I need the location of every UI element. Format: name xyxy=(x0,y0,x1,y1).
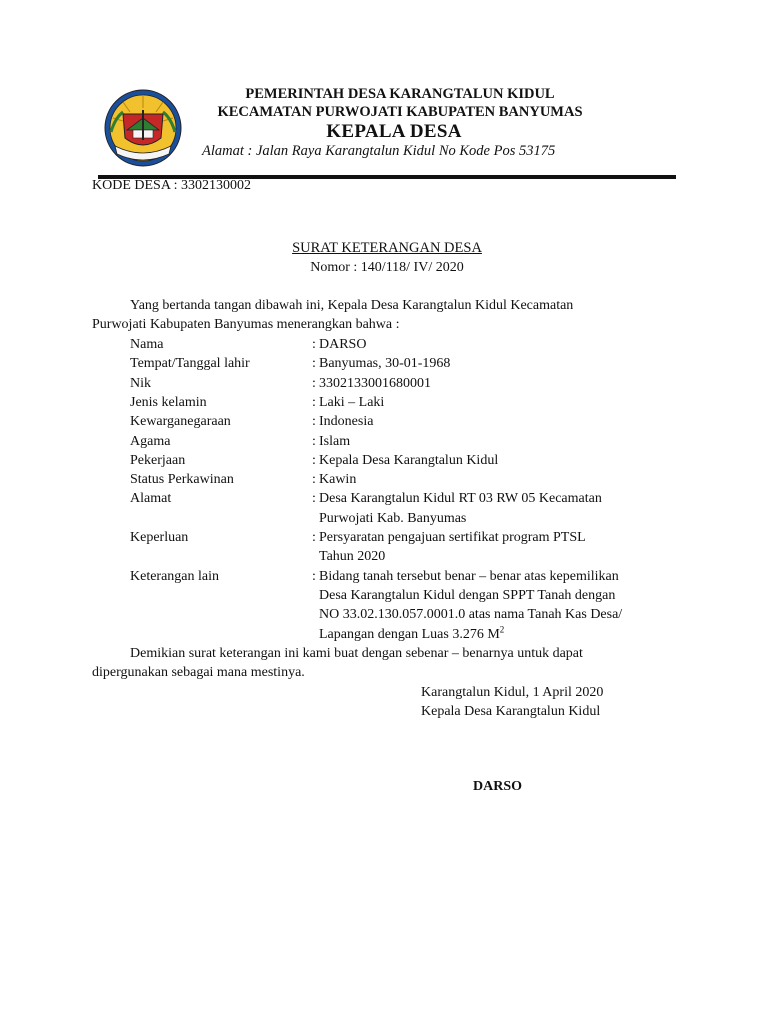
letterhead-office-title: KEPALA DESA xyxy=(326,121,462,142)
field-colon: : xyxy=(312,356,316,372)
field-colon: : xyxy=(312,472,316,488)
letterhead-district-line: KECAMATAN PURWOJATI KABUPATEN BANYUMAS xyxy=(217,104,583,120)
field-value: Tahun 2020 xyxy=(319,549,386,565)
field-label: Keterangan lain xyxy=(130,568,220,584)
field-value: Kawin xyxy=(319,472,357,488)
field-label: Tempat/Tanggal lahir xyxy=(130,356,250,372)
field-colon: : xyxy=(312,530,316,545)
village-code: KODE DESA : 3302130002 xyxy=(92,178,252,193)
closing-line-2: dipergunakan sebagai mana mestinya. xyxy=(92,665,305,680)
field-label: Kewarganegaraan xyxy=(130,414,231,430)
intro-line-1: Yang bertanda tangan dibawah ini, Kepala Desa Karangtalun Kidul Kecamatan xyxy=(130,298,574,313)
field-value: Indonesia xyxy=(319,414,374,430)
letter-title: SURAT KETERANGAN DESA xyxy=(292,240,482,256)
field-value: Persyaratan pengajuan sertifikat program PTSL xyxy=(319,530,586,545)
signature-place-date: Karangtalun Kidul, 1 April 2020 xyxy=(421,685,604,700)
field-value: Kepala Desa Karangtalun Kidul xyxy=(319,452,499,468)
field-colon: : xyxy=(312,375,316,391)
intro-line-2: Purwojati Kabupaten Banyumas menerangkan bahwa : xyxy=(92,317,400,332)
letterhead-government-line: PEMERINTAH DESA KARANGTALUN KIDUL xyxy=(245,86,555,102)
closing-line-1: Demikian surat keterangan ini kami buat dengan sebenar – benarnya untuk dapat xyxy=(130,646,583,661)
field-value: DARSO xyxy=(319,337,367,352)
field-value: Lapangan dengan Luas 3.276 $M^2$ xyxy=(319,623,505,642)
field-colon: : xyxy=(312,568,316,584)
field-value: Laki – Laki xyxy=(319,394,385,410)
field-value: 3302133001680001 xyxy=(319,375,431,391)
field-label: Keperluan xyxy=(130,530,189,545)
field-colon: : xyxy=(312,414,316,430)
field-label: Nama xyxy=(130,337,164,352)
field-value: Bidang tanah tersebut benar – benar atas kepemilikan xyxy=(319,568,619,584)
field-colon: : xyxy=(312,491,316,507)
field-colon: : xyxy=(312,394,316,410)
area-unit-superscript: 2 xyxy=(499,623,505,634)
field-colon: : xyxy=(312,452,316,468)
signature-role: Kepala Desa Karangtalun Kidul xyxy=(421,704,601,719)
field-value: Purwojati Kab. Banyumas xyxy=(319,510,467,526)
field-label: Status Perkawinan xyxy=(130,472,234,488)
letter-number: Nomor : 140/118/ IV/ 2020 xyxy=(310,260,464,275)
field-value: Desa Karangtalun Kidul RT 03 RW 05 Kecamatan xyxy=(319,491,602,507)
field-colon: : xyxy=(312,433,316,449)
field-value: Islam xyxy=(319,433,351,449)
field-label: Nik xyxy=(130,375,151,391)
field-label: Alamat xyxy=(130,491,172,507)
field-value: Banyumas, 30-01-1968 xyxy=(319,356,451,372)
field-label: Agama xyxy=(130,433,171,449)
field-value: NO 33.02.130.057.0001.0 atas nama Tanah Kas Desa/ xyxy=(319,607,623,623)
field-value: Desa Karangtalun Kidul dengan SPPT Tanah dengan xyxy=(319,587,616,603)
field-colon: : xyxy=(312,337,316,352)
letterhead-address: Alamat : Jalan Raya Karangtalun Kidul No Kode Pos 53175 xyxy=(202,143,556,159)
signature-name: DARSO xyxy=(473,779,523,794)
field-label: Jenis kelamin xyxy=(130,394,207,410)
field-label: Pekerjaan xyxy=(130,452,186,468)
